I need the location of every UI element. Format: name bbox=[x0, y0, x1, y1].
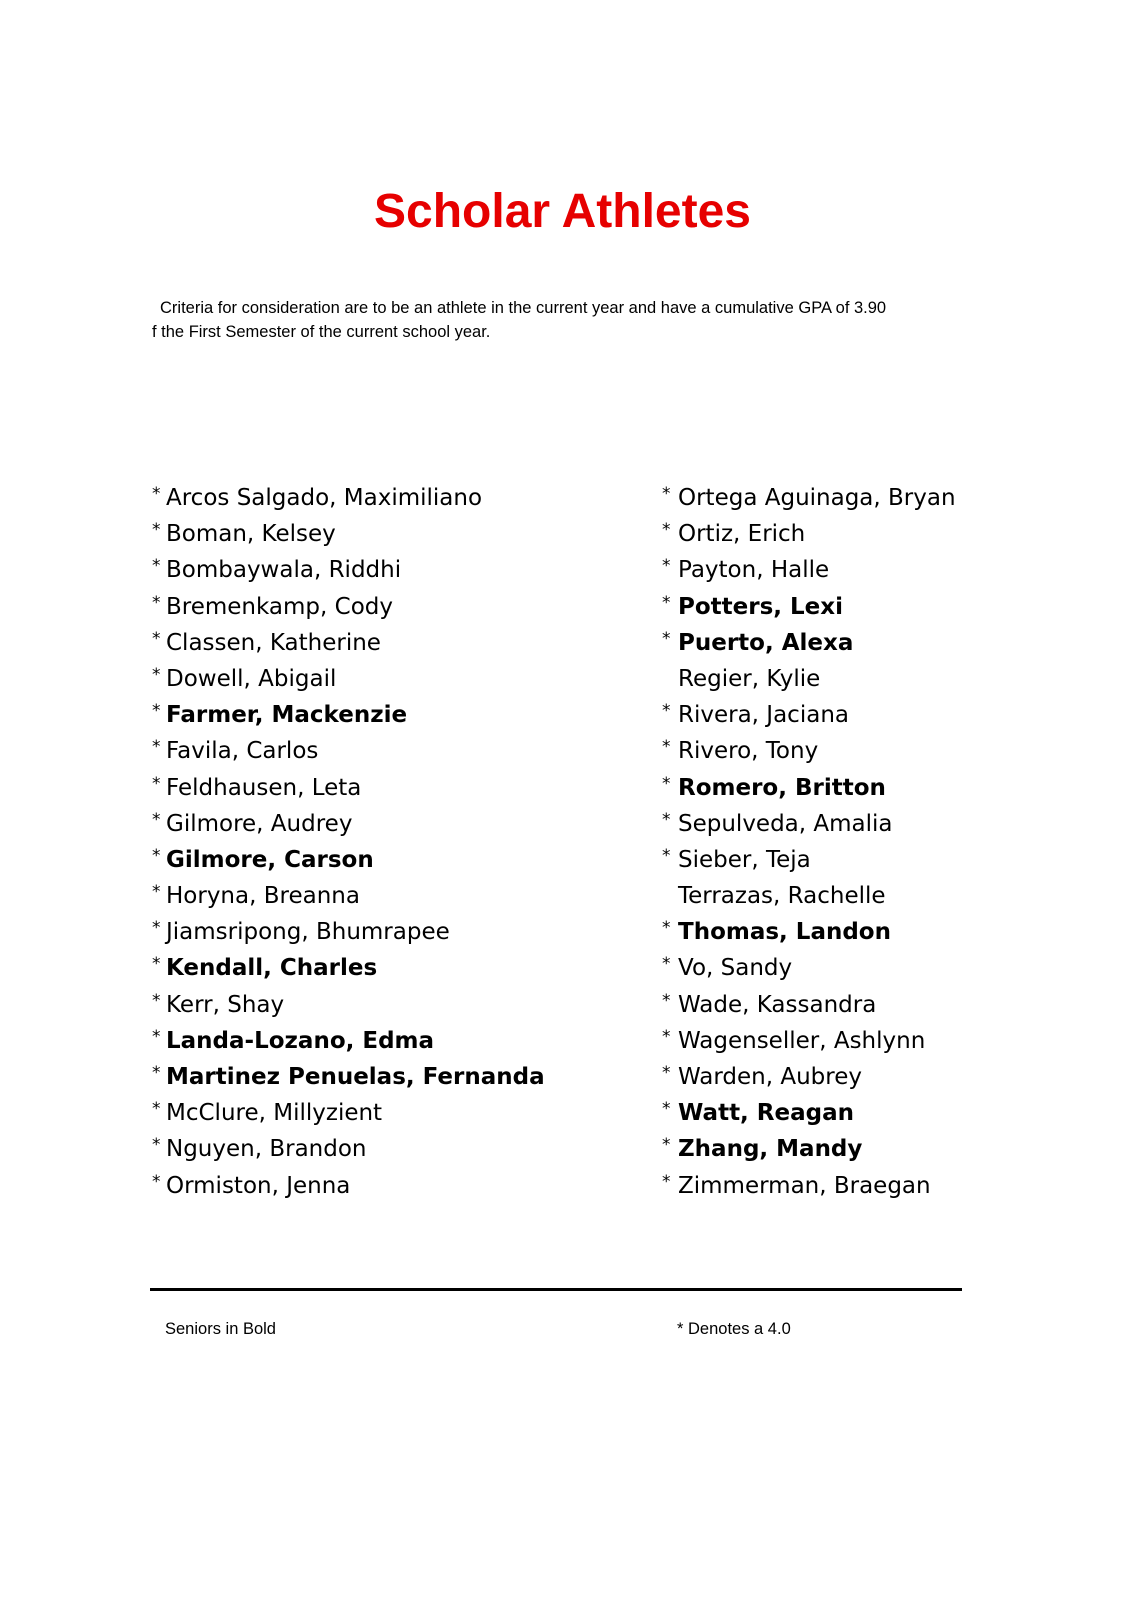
athlete-name: Classen, Katherine bbox=[166, 629, 381, 656]
athlete-list-item bbox=[662, 480, 1102, 516]
four-point-marker: * bbox=[662, 990, 671, 1011]
athlete-list-item bbox=[152, 914, 622, 950]
four-point-marker: * bbox=[662, 918, 671, 939]
athlete-list-item bbox=[152, 516, 622, 552]
athlete-list-item bbox=[662, 1131, 1102, 1167]
four-point-marker: * bbox=[152, 882, 161, 903]
athlete-list-item bbox=[152, 480, 622, 516]
four-point-marker: * bbox=[662, 737, 671, 758]
athlete-list-item bbox=[662, 914, 1102, 950]
athlete-name: McClure, Millyzient bbox=[166, 1100, 383, 1127]
athlete-list-item bbox=[152, 697, 622, 733]
athlete-list-item bbox=[152, 661, 622, 697]
athlete-name: Potters, Lexi bbox=[678, 593, 843, 620]
four-point-marker: * bbox=[662, 520, 671, 541]
four-point-marker: * bbox=[152, 918, 161, 939]
athlete-list-item bbox=[152, 770, 622, 806]
athlete-name: Wade, Kassandra bbox=[678, 991, 877, 1018]
athlete-list-item bbox=[662, 1095, 1102, 1131]
four-point-marker: * bbox=[152, 628, 161, 649]
criteria-line-1: Criteria for consideration are to be an athlete in the current year and have a cumulative GPA of 3.90 bbox=[160, 299, 887, 317]
athlete-name: Ortega Aguinaga, Bryan bbox=[678, 485, 956, 511]
athlete-name: Kendall, Charles bbox=[166, 955, 378, 982]
athlete-list-item bbox=[662, 842, 1102, 878]
athlete-list-item bbox=[152, 878, 622, 914]
athlete-name: Watt, Reagan bbox=[678, 1100, 854, 1127]
four-point-marker: * bbox=[152, 809, 161, 830]
athlete-list-item bbox=[152, 1095, 622, 1131]
athlete-list-item bbox=[662, 516, 1102, 552]
athlete-list-item bbox=[152, 1023, 622, 1059]
athlete-name: Vo, Sandy bbox=[678, 955, 793, 982]
athlete-name: Wagenseller, Ashlynn bbox=[678, 1027, 926, 1054]
athlete-name: Sepulveda, Amalia bbox=[678, 810, 893, 837]
athlete-list-item bbox=[152, 552, 622, 588]
page-title: Scholar Athletes bbox=[374, 185, 751, 238]
denotes-note: * Denotes a 4.0 bbox=[677, 1320, 791, 1338]
athlete-list-item bbox=[152, 589, 622, 625]
four-point-marker: * bbox=[152, 664, 161, 685]
athlete-name: Feldhausen, Leta bbox=[166, 774, 362, 801]
athlete-list-item bbox=[662, 661, 1102, 697]
criteria-line-2: f the First Semester of the current school year. bbox=[152, 323, 491, 341]
athlete-list-item bbox=[152, 987, 622, 1023]
athlete-list-item bbox=[662, 1168, 1102, 1204]
athlete-name: Dowell, Abigail bbox=[166, 665, 337, 692]
athlete-name: Zimmerman, Braegan bbox=[678, 1172, 931, 1199]
athlete-name: Ortiz, Erich bbox=[678, 521, 806, 548]
athlete-name: Rivero, Tony bbox=[678, 738, 819, 765]
four-point-marker: * bbox=[662, 1099, 671, 1120]
athlete-name: Ormiston, Jenna bbox=[166, 1172, 351, 1199]
four-point-marker: * bbox=[662, 628, 671, 649]
athlete-name: Bremenkamp, Cody bbox=[166, 593, 393, 620]
athlete-name: Jiamsripong, Bhumrapee bbox=[166, 919, 450, 946]
athlete-name: Regier, Kylie bbox=[678, 665, 821, 692]
four-point-marker: * bbox=[662, 954, 671, 975]
four-point-marker: * bbox=[152, 990, 161, 1011]
criteria-text bbox=[152, 296, 952, 344]
athlete-list-item bbox=[662, 950, 1102, 986]
athlete-name: Nguyen, Brandon bbox=[166, 1136, 367, 1163]
athlete-name: Landa-Lozano, Edma bbox=[166, 1027, 435, 1054]
four-point-marker: * bbox=[152, 773, 161, 794]
four-point-marker: * bbox=[662, 701, 671, 722]
athlete-name: Arcos Salgado, Maximiliano bbox=[166, 485, 483, 511]
athlete-list-item bbox=[662, 552, 1102, 588]
athlete-name: Warden, Aubrey bbox=[678, 1064, 862, 1090]
footer-divider bbox=[150, 1288, 962, 1291]
seniors-note: Seniors in Bold bbox=[165, 1320, 276, 1338]
four-point-marker: * bbox=[152, 1099, 161, 1120]
four-point-marker: * bbox=[152, 701, 161, 722]
athlete-name: Horyna, Breanna bbox=[166, 883, 360, 910]
athlete-list-item bbox=[662, 625, 1102, 661]
four-point-marker: * bbox=[662, 1063, 671, 1083]
athlete-name: Terrazas, Rachelle bbox=[678, 883, 886, 910]
athlete-list-item bbox=[662, 1023, 1102, 1059]
four-point-marker: * bbox=[152, 484, 161, 504]
four-point-marker: * bbox=[662, 809, 671, 830]
athlete-name: Gilmore, Audrey bbox=[166, 810, 353, 837]
four-point-marker: * bbox=[662, 1135, 671, 1156]
athlete-name: Payton, Halle bbox=[678, 557, 830, 584]
four-point-marker: * bbox=[152, 737, 161, 758]
athlete-name: Puerto, Alexa bbox=[678, 629, 854, 656]
four-point-marker: * bbox=[662, 1171, 671, 1192]
athlete-list-item bbox=[662, 878, 1102, 914]
four-point-marker: * bbox=[662, 773, 671, 794]
athlete-name: Martinez Penuelas, Fernanda bbox=[166, 1064, 545, 1090]
four-point-marker: * bbox=[662, 845, 671, 866]
athlete-name: Farmer, Mackenzie bbox=[166, 702, 408, 729]
athlete-list-item bbox=[152, 1168, 622, 1204]
athlete-list-item bbox=[662, 806, 1102, 842]
four-point-marker: * bbox=[662, 592, 671, 613]
athlete-list-right bbox=[662, 480, 1102, 1204]
four-point-marker: * bbox=[152, 1063, 161, 1083]
athlete-name: Romero, Britton bbox=[678, 774, 886, 801]
athlete-list-item bbox=[662, 987, 1102, 1023]
athlete-list-item bbox=[152, 806, 622, 842]
athlete-list-item bbox=[152, 842, 622, 878]
athlete-name: Rivera, Jaciana bbox=[678, 702, 849, 729]
athlete-name: Thomas, Landon bbox=[678, 919, 891, 946]
four-point-marker: * bbox=[152, 845, 161, 866]
athlete-list-item bbox=[662, 733, 1102, 769]
athlete-list-item bbox=[662, 1059, 1102, 1095]
four-point-marker: * bbox=[152, 556, 161, 577]
four-point-marker: * bbox=[662, 1026, 671, 1047]
athlete-list-item bbox=[662, 589, 1102, 625]
athlete-list-item bbox=[152, 733, 622, 769]
athlete-list-item bbox=[662, 770, 1102, 806]
four-point-marker: * bbox=[662, 556, 671, 577]
athlete-list-item bbox=[152, 950, 622, 986]
athlete-list-left bbox=[152, 480, 622, 1204]
four-point-marker: * bbox=[152, 1026, 161, 1047]
athlete-list-item bbox=[152, 1059, 622, 1095]
four-point-marker: * bbox=[662, 484, 671, 504]
four-point-marker: * bbox=[152, 1171, 161, 1192]
athlete-name: Bombaywala, Riddhi bbox=[166, 557, 402, 584]
athlete-name: Favila, Carlos bbox=[166, 738, 319, 765]
athlete-name: Sieber, Teja bbox=[678, 846, 811, 873]
athlete-name: Zhang, Mandy bbox=[678, 1136, 863, 1163]
athlete-name: Gilmore, Carson bbox=[166, 846, 374, 873]
athlete-list-item bbox=[152, 625, 622, 661]
four-point-marker: * bbox=[152, 1135, 161, 1156]
four-point-marker: * bbox=[152, 954, 161, 975]
athlete-list-item bbox=[662, 697, 1102, 733]
four-point-marker: * bbox=[152, 520, 161, 541]
athlete-name: Kerr, Shay bbox=[166, 991, 285, 1018]
athlete-name: Boman, Kelsey bbox=[166, 521, 336, 548]
four-point-marker: * bbox=[152, 592, 161, 613]
athlete-list-item bbox=[152, 1131, 622, 1167]
